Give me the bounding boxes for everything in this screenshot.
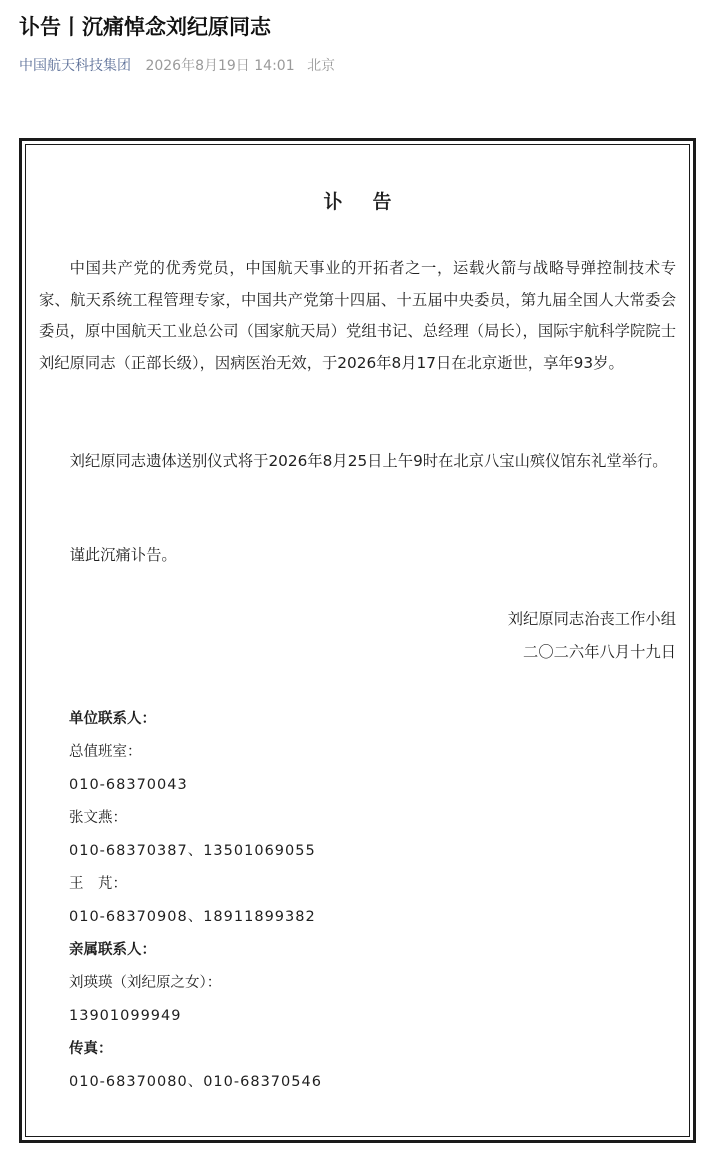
obituary-inner-border xyxy=(25,144,690,1137)
fax-phone: 010-68370080、010-68370546 xyxy=(69,1074,322,1090)
contact-zhang-phone: 010-68370387、13501069055 xyxy=(69,843,316,859)
duty-office-label: 总值班室： xyxy=(69,744,142,760)
notice-paragraph-1: 中国共产党的优秀党员，中国航天事业的开拓者之一，运载火箭与战略导弹控制技术专家、航天系统工程管理专家，中国共产党第十四届、十五届中央委员，第九届全国人大常委会委员，原中国航天工业总公司（国家航天局）党组书记、总经理（局长），国际宇航科学院院士刘纪原同志（正部长级），因病医治无效，于2026年8月17日在北京逝世，享年93岁。 xyxy=(39,259,676,372)
contacts-section xyxy=(69,703,322,1099)
contact-wang-phone: 010-68370908、18911899382 xyxy=(69,909,316,925)
article-title: 讣告丨沉痛悼念刘纪原同志 xyxy=(19,15,271,39)
notice-heading: 讣告 xyxy=(323,191,422,213)
fax-heading: 传真： xyxy=(69,1041,113,1057)
notice-paragraph-2: 刘纪原同志遗体送别仪式将于2026年8月25日上午9时在北京八宝山殡仪馆东礼堂举行。 xyxy=(69,452,668,470)
family-contact-label: 刘瑛瑛（刘纪原之女）： xyxy=(69,975,222,991)
obituary-frame xyxy=(19,138,696,1143)
contact-wang-label: 王 芃： xyxy=(69,876,127,892)
signature-organization: 刘纪原同志治丧工作小组 xyxy=(507,610,676,628)
account-name-link[interactable]: 中国航天科技集团 xyxy=(19,58,131,74)
publish-date: 2026年8月19日 14:01 xyxy=(145,58,295,74)
publish-location: 北京 xyxy=(307,58,336,74)
family-contacts-heading: 亲属联系人： xyxy=(69,942,156,958)
article-meta xyxy=(19,56,335,76)
family-contact-phone: 13901099949 xyxy=(69,1008,182,1024)
contact-zhang-label: 张文燕： xyxy=(69,810,127,826)
duty-office-phone: 010-68370043 xyxy=(69,777,188,793)
unit-contacts-heading: 单位联系人： xyxy=(69,711,156,727)
signature-date: 二〇二六年八月十九日 xyxy=(523,643,676,661)
notice-paragraph-3: 谨此沉痛讣告。 xyxy=(69,546,177,564)
